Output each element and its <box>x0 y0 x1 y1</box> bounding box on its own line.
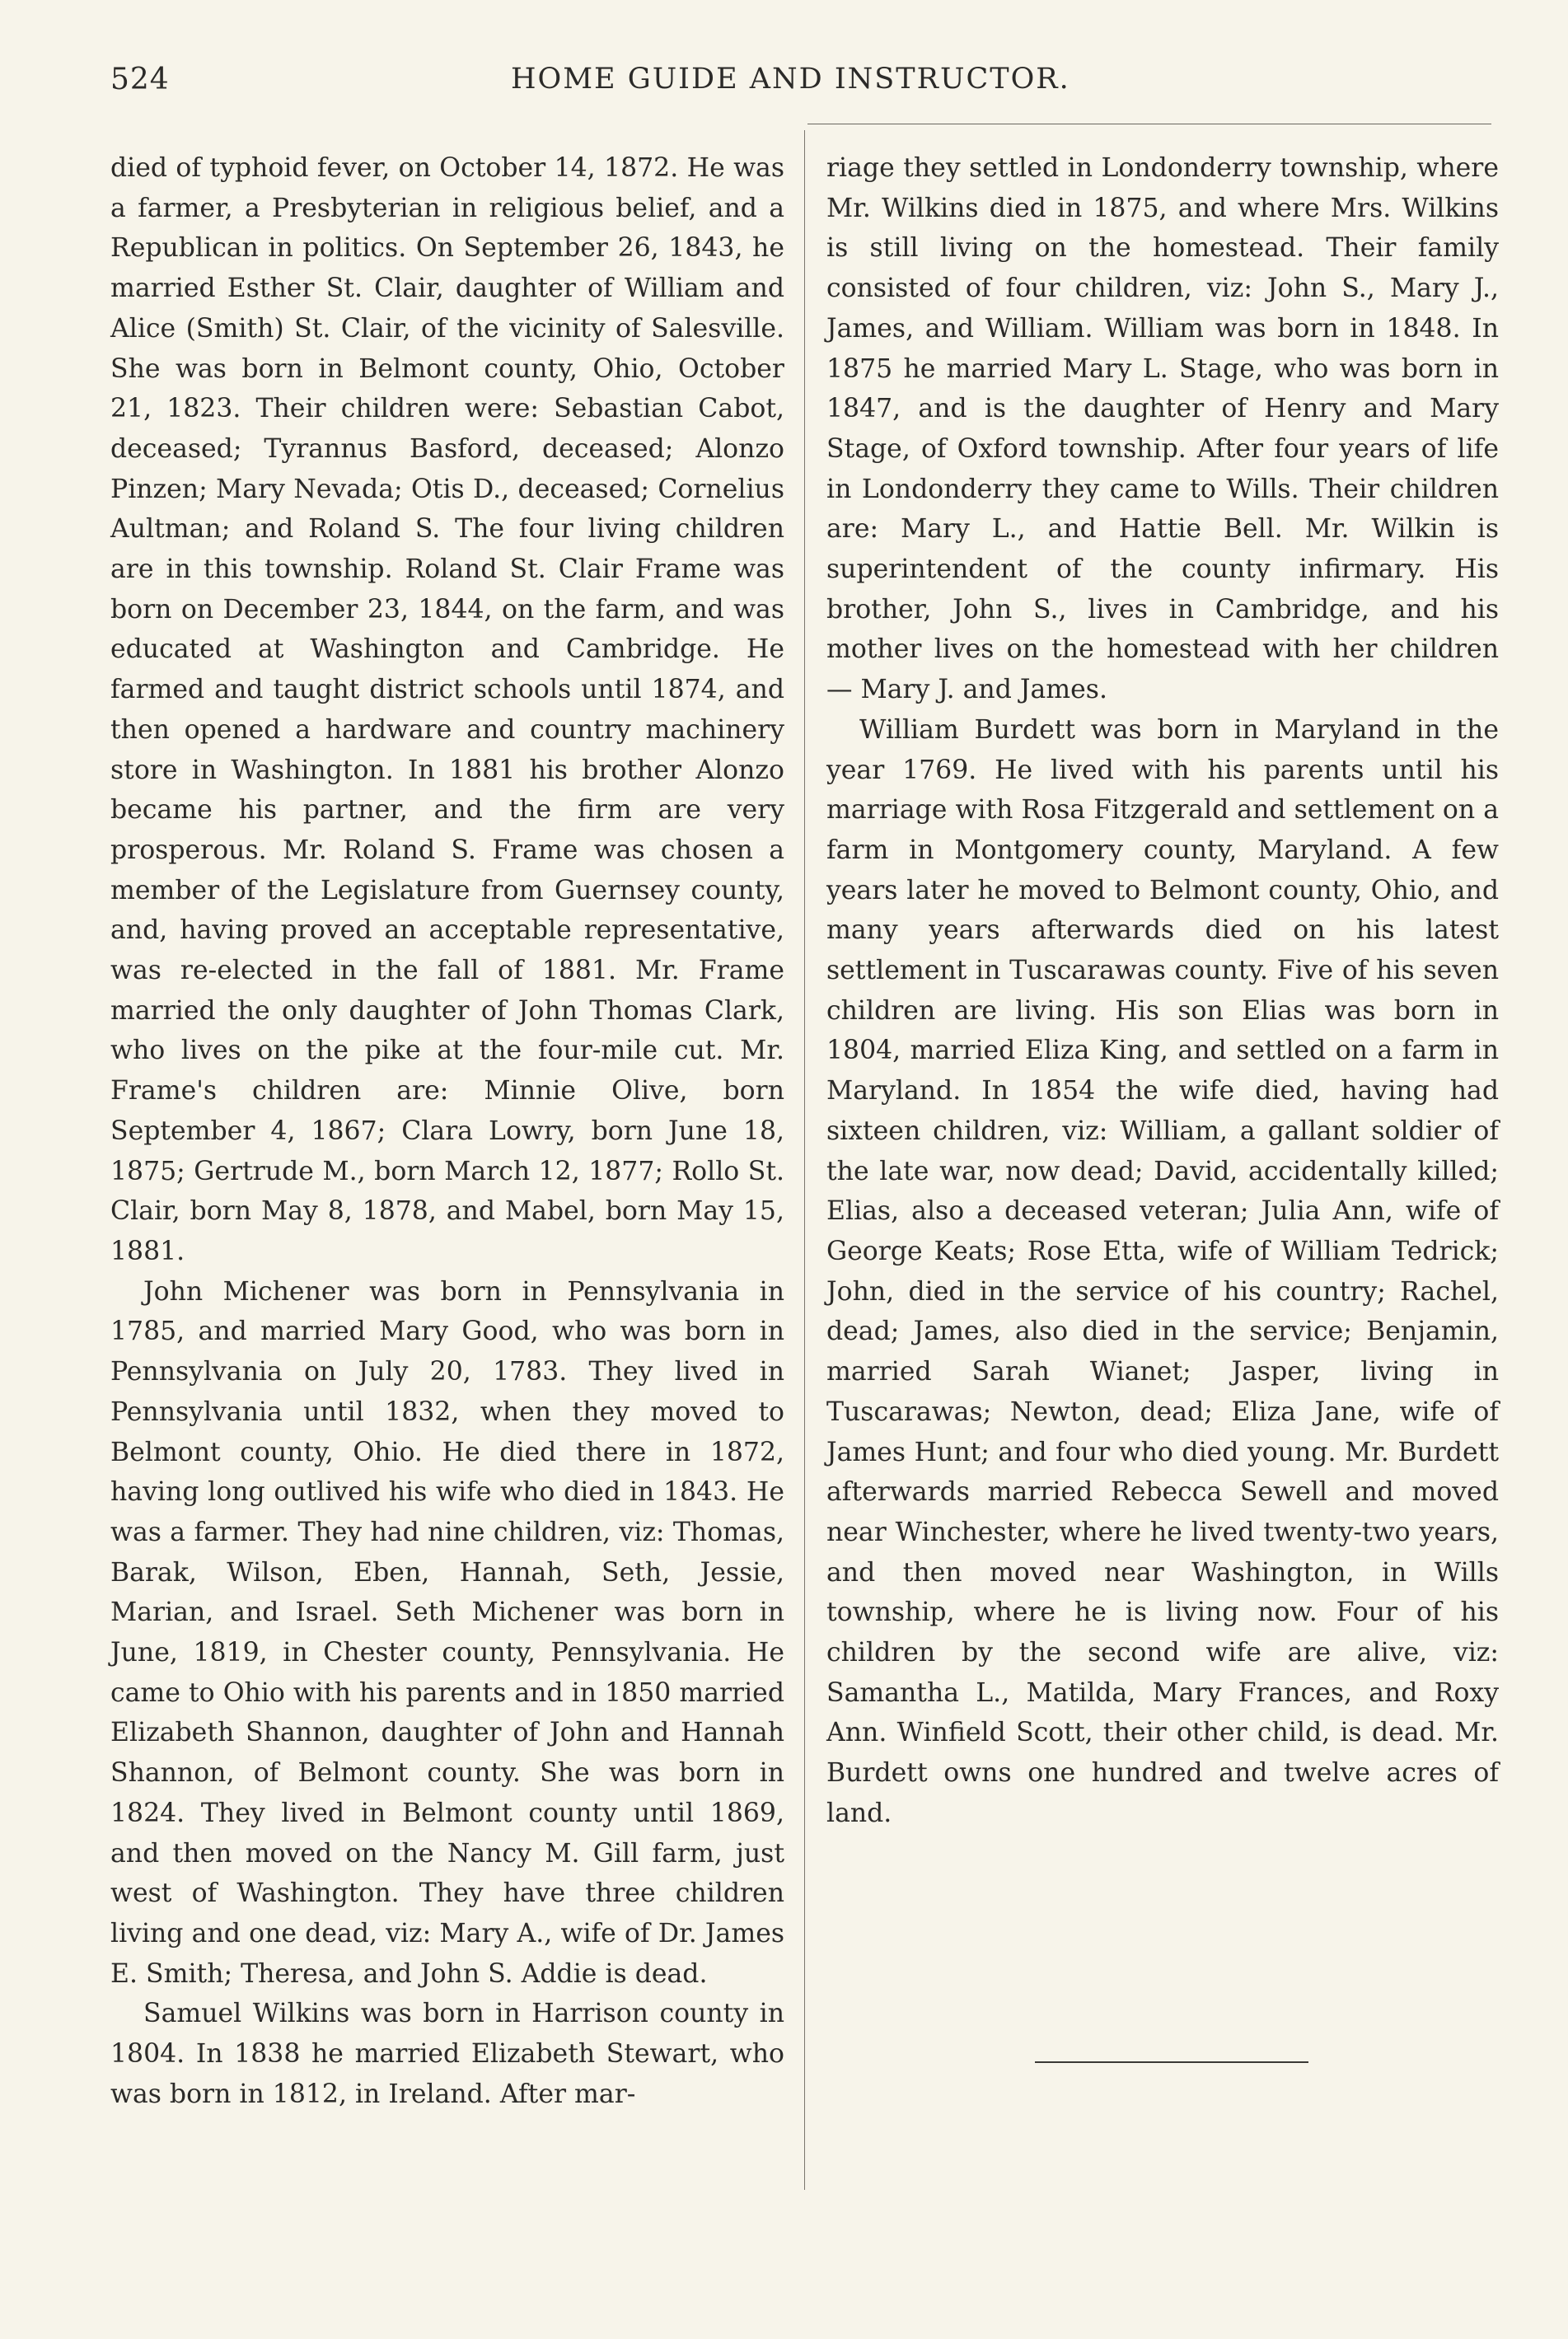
paragraph-frame-family: died of typhoid fever, on October 14, 1872. He was a farmer, a Presbyterian in religious belief, and a Republican in politics. On September 26, 1843, he married Esther St. Clair, daughter of William and Alice (Smith) St. Clair, of the vicinity of Salesville. She was born in Belmont county, Ohio, October 21, 1823. Their children were: Sebastian Cabot, deceased; Tyrannus Basford, deceased; Alonzo Pinzen; Mary Nevada; Otis D., deceased; Cornelius Aultman; and Roland S. The four living children are in this township. Roland St. Clair Frame was born on December 23, 1844, on the farm, and was educated at Washington and Cambridge. He farmed and taught district schools until 1874, and then opened a hardware and country machinery store in Washington. In 1881 his brother Alonzo became his partner, and the firm are very prosperous. Mr. Roland S. Frame was chosen a member of the Legislature from Guernsey county, and, having proved an acceptable representative, was re-elected in the fall of 1881. Mr. Frame married the only daughter of John Thomas Clark, who lives on the pike at the four-mile cut. Mr. Frame's children are: Minnie Olive, born September 4, 1867; Clara Lowry, born June 18, 1875; Gertrude M., born March 12, 1877; Rollo St. Clair, born May 8, 1878, and Mabel, born May 15, 1881. <box>110 153 784 1266</box>
right-column <box>826 148 1499 1834</box>
paragraph-michener: John Michener was born in Pennsylvania in 1785, and married Mary Good, who was born in Pennsylvania on July 20, 1783. They lived in Pennsylvania until 1832, when they moved to Belmont county, Ohio. He died there in 1872, having long outlived his wife who died in 1843. He was a farmer. They had nine children, viz: Thomas, Barak, Wilson, Eben, Hannah, Seth, Jessie, Marian, and Israel. Seth Michener was born in June, 1819, in Chester county, Pennsylvania. He came to Ohio with his parents and in 1850 married Elizabeth Shannon, daughter of John and Hannah Shannon, of Belmont county. She was born in 1824. They lived in Belmont county until 1869, and then moved on the Nancy M. Gill farm, just west of Washington. They have three children living and one dead, viz: Mary A., wife of Dr. James E. Smith; Theresa, and John S. Addie is dead. <box>110 1276 784 1989</box>
paragraph-wilkins-end: riage they settled in Londonderry township, where Mr. Wilkins died in 1875, and where Mrs. Wilkins is still living on the homestead. Their family consisted of four children, viz: John S., Mary J., James, and William. William was born in 1848. In 1875 he married Mary L. Stage, who was born in 1847, and is the daughter of Henry and Mary Stage, of Oxford township. After four years of life in Londonderry they came to Wills. Their children are: Mary L., and Hattie Bell. Mr. Wilkin is superintendent of the county infirmary. His brother, John S., lives in Cambridge, and his mother lives on the homestead with her children — Mary J. and James. <box>826 153 1499 705</box>
column-divider <box>804 130 805 2190</box>
running-head: HOME GUIDE AND INSTRUCTOR. <box>511 63 1070 96</box>
section-end-rule <box>1035 2061 1308 2063</box>
paragraph-wilkins-start: Samuel Wilkins was born in Harrison county in 1804. In 1838 he married Elizabeth Stewart, who was born in 1812, in Ireland. After mar- <box>110 1999 784 2109</box>
left-column <box>110 148 784 2114</box>
page-number: 524 <box>110 63 170 96</box>
paragraph-burdett: William Burdett was born in Maryland in the year 1769. He lived with his parents until his marriage with Rosa Fitzgerald and settlement on a farm in Montgomery county, Maryland. A few years later he moved to Belmont county, Ohio, and many years afterwards died on his latest settlement in Tuscarawas county. Five of his seven children are living. His son Elias was born in 1804, married Eliza King, and settled on a farm in Maryland. In 1854 the wife died, having had sixteen children, viz: William, a gallant soldier of the late war, now dead; David, accidentally killed; Elias, also a deceased veteran; Julia Ann, wife of George Keats; Rose Etta, wife of William Tedrick; John, died in the service of his country; Rachel, dead; James, also died in the service; Benjamin, married Sarah Wianet; Jasper, living in Tuscarawas; Newton, dead; Eliza Jane, wife of James Hunt; and four who died young. Mr. Burdett afterwards married Rebecca Sewell and moved near Winchester, where he lived twenty-two years, and then moved near Washington, in Wills township, where he is living now. Four of his children by the second wife are alive, viz: Samantha L., Matilda, Mary Frances, and Roxy Ann. Winfield Scott, their other child, is dead. Mr. Burdett owns one hundred and twelve acres of land. <box>826 714 1499 1828</box>
